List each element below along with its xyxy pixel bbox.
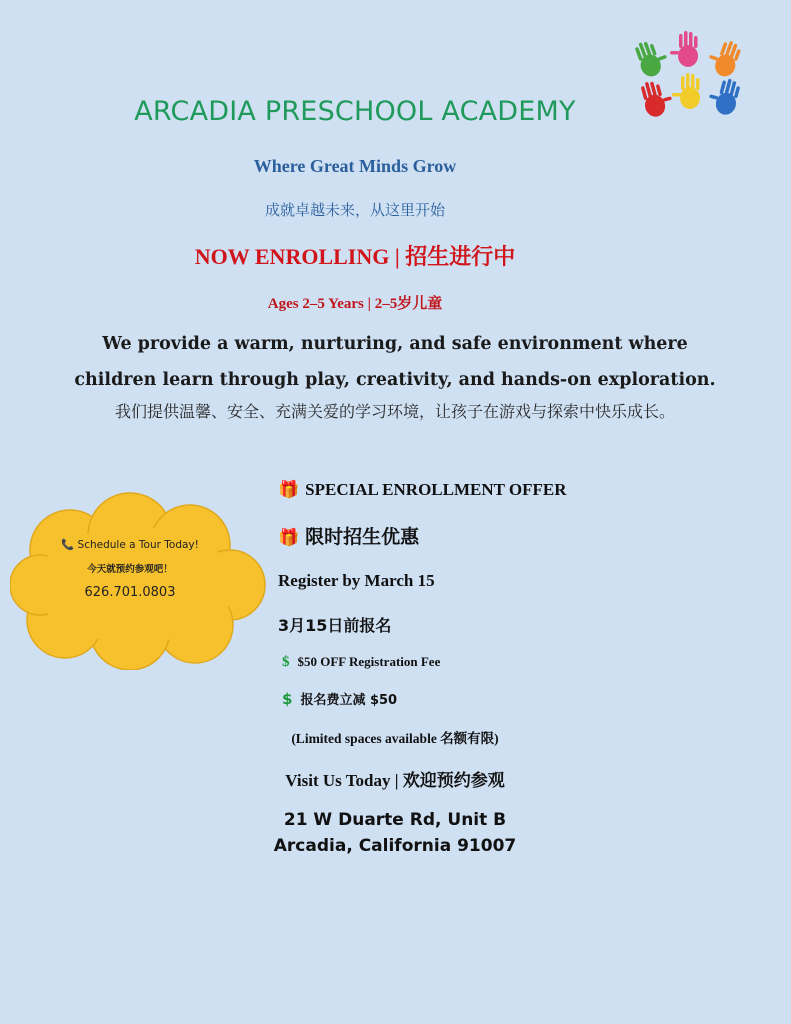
phone-icon: 📞 (61, 539, 75, 551)
limited-spaces-note: (Limited spaces available 名额有限) (291, 731, 499, 746)
schedule-tour-chinese: 今天就预约参观吧！ (87, 564, 173, 575)
tour-cloud-text (30, 538, 230, 600)
age-range: Ages 2–5 Years | 2–5岁儿童 (267, 296, 443, 312)
dollar-icon: $ (282, 654, 290, 670)
gift-icon: 🎁 (278, 528, 300, 548)
address-line-1: 21 W Duarte Rd, Unit B (283, 810, 507, 830)
fee-discount-text: $50 OFF Registration Fee (297, 654, 441, 669)
register-deadline-chinese: 3月15日前报名 (278, 616, 392, 635)
schedule-tour-text: Schedule a Tour Today! (77, 539, 199, 551)
offer-heading-text: SPECIAL ENROLLMENT OFFER (305, 480, 567, 499)
description-english: We provide a warm, nurturing, and safe environment where children learn through play, creativity, and hands-on exploration. (74, 334, 716, 390)
gift-icon: 🎁 (278, 480, 300, 499)
schedule-tour-line (30, 538, 230, 551)
address-line-2: Arcadia, California 91007 (273, 836, 517, 856)
description-chinese: 我们提供温馨、安全、充满关爱的学习环境，让孩子在游戏与探索中快乐成长。 (114, 402, 675, 421)
fee-discount-zh-text: 报名费立减 $50 (300, 693, 398, 708)
school-title: ARCADIA PRESCHOOL ACADEMY (134, 96, 576, 127)
fee-discount-chinese (282, 689, 397, 708)
handprints-logo (628, 28, 753, 120)
offer-heading-chinese (278, 522, 419, 549)
tagline: Where Great Minds Grow (253, 156, 457, 176)
visit-us-heading: Visit Us Today | 欢迎预约参观 (285, 771, 505, 790)
offer-heading-zh-text: 限时招生优惠 (305, 526, 420, 548)
phone-number[interactable]: 626.701.0803 (84, 585, 176, 600)
now-enrolling-heading: NOW ENROLLING | 招生进行中 (194, 244, 516, 269)
tagline-chinese: 成就卓越未来，从这里开始 (264, 201, 445, 219)
dollar-icon: $ (282, 690, 293, 708)
fee-discount-english (282, 654, 440, 671)
register-deadline-english: Register by March 15 (278, 571, 435, 590)
offer-heading-english (278, 480, 567, 500)
